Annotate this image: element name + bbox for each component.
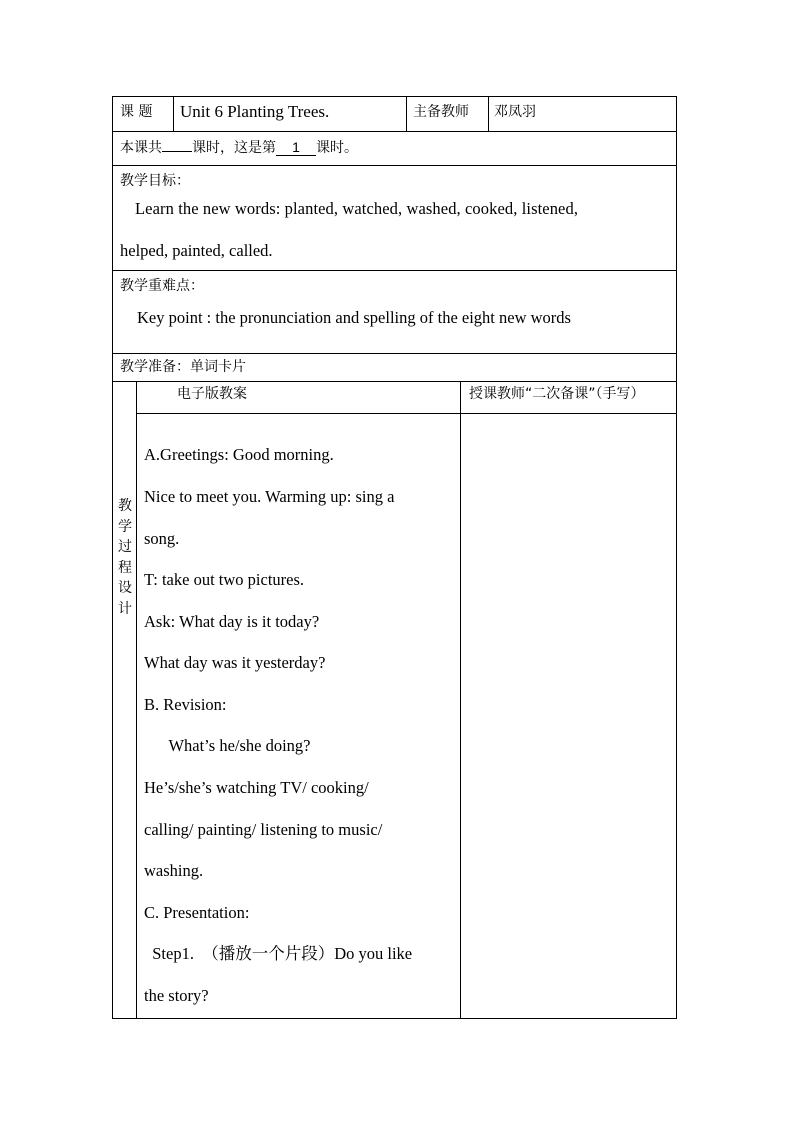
period-line	[120, 138, 358, 158]
lesson-line: calling/ painting/ listening to music/	[144, 820, 383, 839]
key-points-label: 教学重难点：	[120, 278, 204, 294]
key-points-text: Key point : the pronunciation and spelling of the eight new words	[137, 308, 571, 327]
lesson-plan-table	[112, 96, 677, 1019]
side-char: 教	[118, 498, 132, 514]
electronic-plan-body	[137, 414, 460, 1017]
objectives-line1: Learn the new words: planted, watched, washed, cooked, listened,	[135, 199, 579, 218]
topic-label: 课 题	[120, 104, 153, 120]
topic-label-cell	[113, 97, 174, 131]
lesson-line: Ask: What day is it today?	[144, 612, 320, 631]
process-side-label	[117, 496, 133, 619]
side-char: 过	[118, 539, 132, 555]
preparation-row	[113, 354, 676, 382]
objectives-row	[113, 166, 676, 271]
key-points-row	[113, 271, 676, 354]
side-char: 程	[118, 559, 132, 576]
process-section	[113, 382, 676, 1018]
lead-teacher-label-cell	[407, 97, 489, 131]
topic-value-cell	[174, 97, 407, 131]
side-char: 学	[118, 518, 132, 535]
side-char: 计	[118, 600, 132, 617]
lesson-line: Step1. （播放一个片段）Do you like	[144, 944, 413, 963]
lead-teacher-label: 主备教师	[413, 104, 469, 120]
lesson-line: Nice to meet you. Warming up: sing a	[144, 487, 395, 506]
handwritten-plan-column	[461, 382, 676, 1018]
lead-teacher-value-cell	[489, 97, 676, 131]
lesson-line: song.	[144, 529, 180, 548]
handwritten-plan-header-cell	[461, 382, 676, 414]
side-char: 设	[118, 580, 132, 596]
process-side-label-cell	[113, 382, 137, 1018]
lesson-line: A.Greetings: Good morning.	[144, 445, 334, 464]
lesson-line: C. Presentation:	[144, 903, 250, 922]
preparation-text: 教学准备：单词卡片	[120, 359, 246, 375]
electronic-plan-header: 电子版教案	[177, 386, 247, 402]
period-current: 1	[276, 139, 316, 156]
objectives-line2: helped, painted, called.	[120, 241, 273, 260]
lesson-line: He’s/she’s watching TV/ cooking/	[144, 778, 369, 797]
lesson-line: What’s he/she doing?	[144, 736, 311, 755]
handwritten-plan-body	[461, 414, 676, 1017]
lead-teacher-value: 邓凤羽	[494, 104, 536, 120]
topic-value: Unit 6 Planting Trees.	[180, 102, 330, 121]
electronic-plan-column	[137, 382, 461, 1018]
period-total-blank	[162, 151, 192, 152]
electronic-plan-header-cell	[137, 382, 460, 414]
title-row	[113, 97, 676, 132]
lesson-line: the story?	[144, 986, 209, 1005]
period-middle: 课时，这是第	[192, 140, 276, 156]
lesson-line: What day was it yesterday?	[144, 653, 326, 672]
objectives-label: 教学目标：	[120, 173, 190, 189]
lesson-line: washing.	[144, 861, 204, 880]
handwritten-plan-header: 授课教师“二次备课”（手写）	[469, 386, 645, 402]
lesson-line: B. Revision:	[144, 695, 227, 714]
period-suffix: 课时。	[316, 140, 358, 156]
period-row	[113, 132, 676, 166]
period-prefix: 本课共	[120, 140, 162, 156]
lesson-line: T: take out two pictures.	[144, 570, 305, 589]
